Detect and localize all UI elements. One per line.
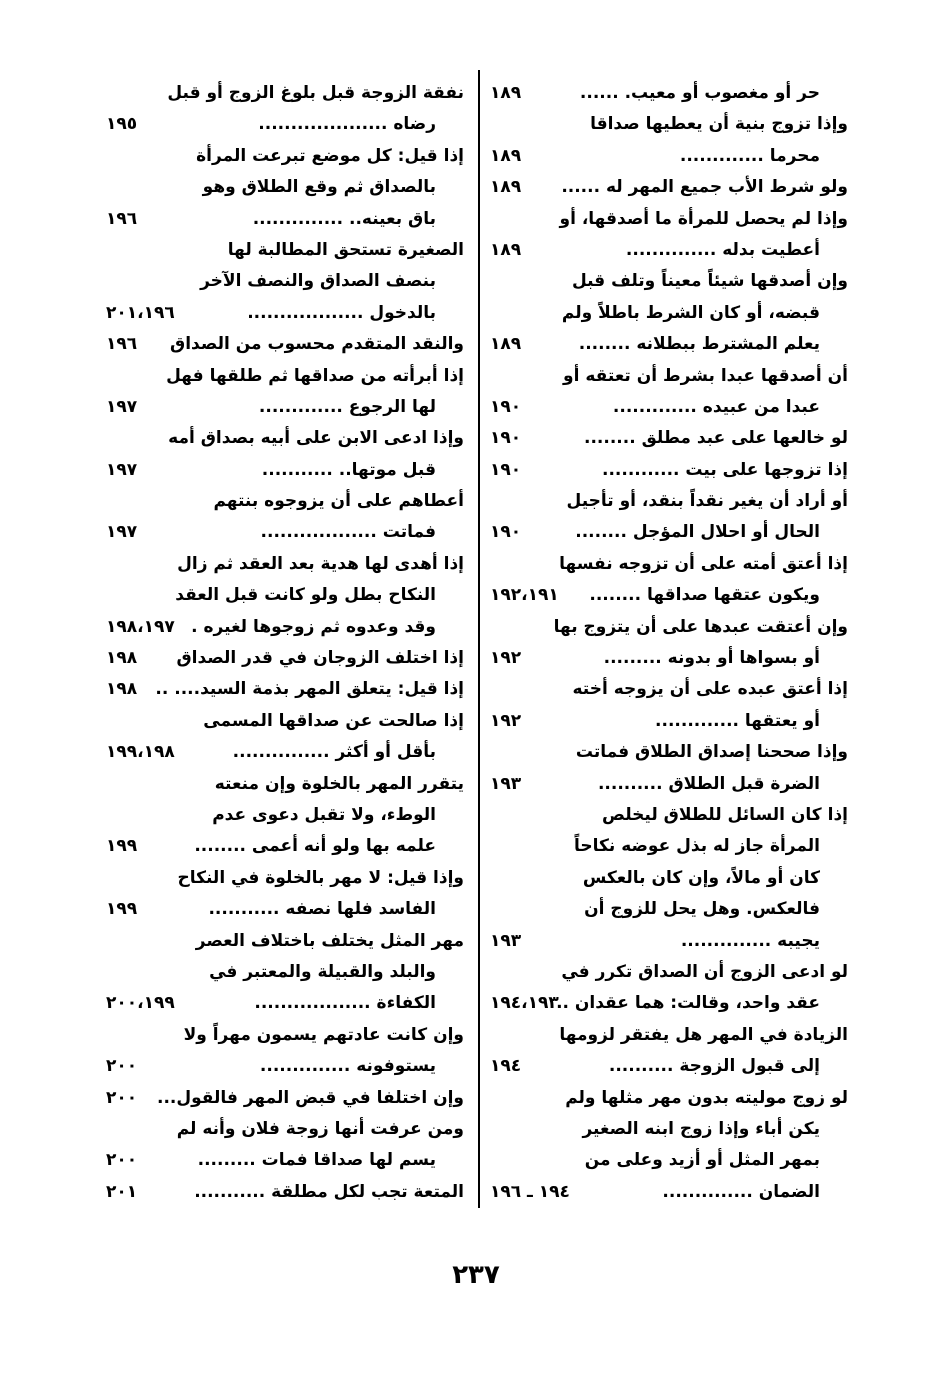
index-entry-line xyxy=(104,580,464,611)
index-entry-text: بالصداق ثم وقع الطلاق وهو xyxy=(202,177,436,198)
index-entry-text: أو يعتقها ............. xyxy=(655,710,820,731)
index-entry-line xyxy=(488,643,848,674)
index-entry-line xyxy=(104,141,464,172)
index-entry-page-ref: ١٩٦ xyxy=(106,208,138,229)
index-entry-page-ref: ٢٠٠،١٩٩ xyxy=(106,993,175,1014)
index-entry-page-ref: ١٩٠ xyxy=(490,428,522,449)
index-entry-line xyxy=(104,800,464,831)
index-entry-text: النكاح بطل ولو كانت قبل العقد xyxy=(175,585,436,606)
index-entry-page-ref: ١٩٩ xyxy=(106,836,138,857)
index-entry-text: وإذا ادعى الابن على أبيه بصداق أمه xyxy=(168,428,464,449)
index-entry-page-ref: ١٩٤،١٩٣ xyxy=(490,993,559,1014)
index-entry-line xyxy=(104,235,464,266)
index-entry-page-ref: ١٩٥ xyxy=(106,114,138,135)
index-entry-text: الزيادة في المهر هل يفتقر لزومها xyxy=(559,1024,848,1045)
index-entry-line xyxy=(488,392,848,423)
index-entry-text: محرما ............. xyxy=(679,145,820,166)
index-entry-line xyxy=(104,486,464,517)
index-entry-text: المتعة تجب لكل مطلقة ........... xyxy=(194,1181,464,1202)
index-entry-text: إذا أهدى لها هدية بعد العقد ثم زال xyxy=(177,553,464,574)
index-entry-text: إذا أعتق أمته على أن تزوجه نفسها xyxy=(559,553,848,574)
index-entry-page-ref: ١٨٩ xyxy=(490,239,522,260)
index-entry-line xyxy=(104,894,464,925)
index-entry-page-ref: ٢٠٠ xyxy=(106,1150,138,1171)
index-entry-text: وإذا تزوج بنية أن يعطيها صداقا xyxy=(590,114,848,135)
index-entry-line xyxy=(488,831,848,862)
index-entry-page-ref: ١٨٩ xyxy=(490,334,522,355)
index-entry-page-ref: ١٩٣ xyxy=(490,773,522,794)
index-entry-line xyxy=(488,486,848,517)
index-entry-line xyxy=(104,517,464,548)
index-entry-line xyxy=(488,1145,848,1176)
index-entry-text: باق بعينه.. .............. xyxy=(252,208,436,229)
index-entry-text: بمهر المثل أو أزيد وعلى من xyxy=(584,1150,820,1171)
index-entry-text: كان أو مالاً، وإن كان بالعكس xyxy=(582,867,820,888)
index-entry-text: عبدا من عبيده ............. xyxy=(612,396,820,417)
index-entry-line xyxy=(104,549,464,580)
index-entry-line xyxy=(488,266,848,297)
index-entry-page-ref: ١٨٩ xyxy=(490,83,522,103)
index-entry-page-ref: ٢٠٠ xyxy=(106,1056,138,1077)
index-entry-text: الضمان .............. xyxy=(662,1181,820,1202)
index-entry-line xyxy=(488,1177,848,1208)
index-entry-line xyxy=(104,1083,464,1114)
index-entry-line xyxy=(104,706,464,737)
index-entry-line xyxy=(488,109,848,140)
index-entry-text: إذا اختلف الزوجان في قدر الصداق xyxy=(176,648,464,669)
index-entry-line xyxy=(104,109,464,140)
index-entry-line xyxy=(488,863,848,894)
index-entry-page-ref: ٢٠١،١٩٦ xyxy=(106,302,175,323)
index-entry-text: بنصف الصداق والنصف الآخر xyxy=(200,271,436,292)
index-entry-text: إذا كان السائل للطلاق ليخلص xyxy=(602,804,848,825)
index-entry-page-ref: ١٨٩ xyxy=(490,177,522,198)
index-entry-line xyxy=(488,1020,848,1051)
index-entry-line xyxy=(488,423,848,454)
index-entry-line xyxy=(104,298,464,329)
index-entry-page-ref: ١٩٠ xyxy=(490,522,522,543)
index-entry-text: أو أراد أن يغير نقداً بنقد، أو تأجيل xyxy=(566,491,848,512)
index-entry-line xyxy=(104,1177,464,1208)
index-entry-line xyxy=(104,361,464,392)
index-entry-page-ref: ١٩٠ xyxy=(490,459,522,480)
index-entry-page-ref: ١٩٠ xyxy=(490,396,522,417)
index-entry-text: إذا صالحت عن صداقها المسمى xyxy=(203,710,464,731)
index-entry-text: لو زوج موليته بدون مهر مثلها ولم xyxy=(565,1087,848,1108)
index-entry-text: يتقرر المهر بالخلوة وإن منعته xyxy=(214,773,464,794)
index-entry-text: فماتت .................. xyxy=(260,522,436,543)
index-entry-line xyxy=(488,235,848,266)
index-entry-page-ref: ١٩٤ ـ ١٩٦ xyxy=(490,1181,570,1202)
index-entry-line xyxy=(488,78,848,109)
index-entry-line xyxy=(104,78,464,109)
index-entry-text: ولو شرط الأب جميع المهر له ...... xyxy=(561,177,848,198)
index-entry-text: إذا تزوجها على بيت ............ xyxy=(601,459,848,480)
index-entry-text: يكن أباء وإذا زوج ابنه الصغير xyxy=(582,1118,820,1139)
index-entry-text: الضرة قبل الطلاق .......... xyxy=(597,773,820,794)
index-entry-line xyxy=(104,863,464,894)
index-entry-line xyxy=(104,674,464,705)
index-entry-text: ويكون عتقها صداقها ........ xyxy=(589,585,820,606)
index-entry-text: إذا قيل: كل موضع تبرعت المرأة xyxy=(196,145,464,166)
index-entry-text: بالدخول .................. xyxy=(247,302,436,323)
index-entry-text: الفاسد فلها نصفه ........... xyxy=(208,899,436,920)
index-entry-line xyxy=(104,1051,464,1082)
index-entry-text: وإذا صححنا إصداق الطلاق فماتت xyxy=(575,742,848,763)
index-entry-line xyxy=(104,204,464,235)
index-entry-text: وإذا لم يحصل للمرأة ما أصدقها، أو xyxy=(559,208,848,229)
index-entry-text: الصغيرة تستحق المطالبة لها xyxy=(227,239,464,260)
index-entry-line xyxy=(488,612,848,643)
index-entry-page-ref: ١٩٩ xyxy=(106,899,138,920)
index-entry-text: وقد وعدوه ثم زوجوها لغيره . xyxy=(191,616,436,637)
index-entry-page-ref: ١٩٧ xyxy=(106,522,138,543)
index-entry-line xyxy=(104,769,464,800)
index-entry-text: وإذا قيل: لا مهر بالخلوة في النكاح xyxy=(177,867,464,888)
index-entry-line xyxy=(104,1020,464,1051)
index-entry-page-ref: ١٩٧ xyxy=(106,459,138,480)
index-entry-line xyxy=(104,329,464,360)
index-entry-text: وإن أعتقت عبدها على أن يتزوج بها xyxy=(553,616,848,637)
index-entry-text: ومن عرفت أنها زوجة فلان وأنه لم xyxy=(176,1118,464,1139)
index-entry-text: إذا قيل: يتعلق المهر بذمة السيد.... .. xyxy=(155,679,464,700)
index-entry-line xyxy=(488,455,848,486)
index-entry-page-ref: ١٩٢ xyxy=(490,648,522,669)
index-entry-page-ref: ١٩٧ xyxy=(106,396,138,417)
index-entry-line xyxy=(488,517,848,548)
index-entry-text: وإن اختلفا في قبض المهر فالقول... xyxy=(157,1087,464,1108)
index-entry-text: إذا أبرأته من صداقها ثم طلقها فهل xyxy=(166,365,464,386)
index-entry-text: أعطاهم على أن يزوجوه بنتهم xyxy=(213,491,464,512)
index-entry-line xyxy=(488,737,848,768)
index-entry-page-ref: ٢٠٠ xyxy=(106,1087,138,1108)
index-entry-page-ref: ١٩٣ xyxy=(490,930,522,951)
index-entry-text: إذا أعتق عبده على أن يزوجه أخته xyxy=(572,679,848,700)
index-entry-line xyxy=(104,172,464,203)
index-entry-line xyxy=(104,612,464,643)
index-entry-text: أن أصدقها عبدا بشرط أن تعتقه أو xyxy=(563,365,848,386)
index-entry-text: أعطيت بدله .............. xyxy=(625,239,820,260)
index-entry-page-ref: ١٨٩ xyxy=(490,145,522,166)
index-entry-line xyxy=(488,894,848,925)
index-entry-line xyxy=(488,141,848,172)
index-entry-text: لها الرجوع ............. xyxy=(258,396,436,417)
index-entry-line xyxy=(104,1114,464,1145)
index-entry-line xyxy=(488,204,848,235)
index-entry-text: يستوفونه .............. xyxy=(259,1056,436,1077)
index-entry-text: إلى قبول الزوجة .......... xyxy=(608,1056,820,1077)
index-entry-page-ref: ١٩٢ xyxy=(490,710,522,731)
index-entry-line xyxy=(104,455,464,486)
index-entry-line xyxy=(104,926,464,957)
index-entry-line xyxy=(104,988,464,1019)
index-entry-page-ref: ١٩٨ xyxy=(106,679,138,700)
index-entry-line xyxy=(104,392,464,423)
index-entry-line xyxy=(488,769,848,800)
index-entry-text: الحال أو احلال المؤجل ........ xyxy=(575,522,820,543)
index-entry-line xyxy=(488,926,848,957)
index-entry-line xyxy=(488,957,848,988)
index-entry-line xyxy=(488,674,848,705)
index-entry-line xyxy=(488,800,848,831)
index-entry-text: الوطء، ولا تقبل دعوى عدم xyxy=(212,804,436,825)
index-entry-text: وإن كانت عادتهم يسمون مهراً ولا xyxy=(183,1024,464,1045)
index-entry-text: فالعكس. وهل يحل للزوج أن xyxy=(584,899,820,920)
index-entry-line xyxy=(104,643,464,674)
index-entry-text: حر أو مغصوب أو معيب. ...... xyxy=(579,83,820,103)
index-entry-line xyxy=(488,580,848,611)
index-entry-line xyxy=(488,329,848,360)
index-entry-page-ref: ١٩٩،١٩٨ xyxy=(106,742,175,763)
index-entry-page-ref: ١٩٢،١٩١ xyxy=(490,585,559,606)
index-column-left xyxy=(104,78,464,1208)
index-entry-line xyxy=(488,988,848,1019)
index-entry-line xyxy=(104,423,464,454)
index-entry-text: والبلد والقبيلة والمعتبر في xyxy=(209,961,436,982)
index-entry-text: يجيبه .............. xyxy=(680,930,820,951)
index-entry-text: عقد واحد، وقالت: هما عقدان .. xyxy=(556,993,820,1014)
index-entry-text: لو خالعها على عبد مطلق ........ xyxy=(584,428,848,449)
index-entry-line xyxy=(488,361,848,392)
index-entry-text: والنقد المتقدم محسوب من الصداق xyxy=(170,334,464,355)
index-entry-text: المرأة جاز له بذل عوضه نكاحاً xyxy=(573,836,820,857)
index-entry-text: قبل موتها.. ........... xyxy=(261,459,436,480)
index-entry-text: وإن أصدقها شيئاً معيناً وتلف قبل xyxy=(571,271,848,292)
index-entry-text: بأقل أو أكثر ............... xyxy=(232,742,436,763)
index-entry-line xyxy=(104,957,464,988)
index-entry-line xyxy=(488,1114,848,1145)
index-entry-line xyxy=(104,266,464,297)
index-entry-line xyxy=(488,298,848,329)
index-entry-text: يعلم المشترط ببطلانه ........ xyxy=(578,334,820,355)
index-entry-line xyxy=(488,706,848,737)
index-entry-text: أو بسواها أو بدونه ......... xyxy=(603,648,820,669)
index-entry-line xyxy=(104,831,464,862)
index-entry-page-ref: ١٩٤ xyxy=(490,1056,522,1077)
index-entry-text: رضاه .................... xyxy=(258,114,436,135)
index-entry-page-ref: ١٩٨ xyxy=(106,648,138,669)
index-entry-text: الكفاءة .................. xyxy=(254,993,436,1014)
index-entry-line xyxy=(488,1083,848,1114)
index-entry-text: لو ادعى الزوج أن الصداق تكرر في xyxy=(561,961,848,982)
index-entry-line xyxy=(104,1145,464,1176)
index-entry-page-ref: ١٩٨،١٩٧ xyxy=(106,616,175,637)
index-entry-text: قبضه، أو كان الشرط باطلاً ولم xyxy=(561,302,820,323)
page-number: ٢٣٧ xyxy=(452,1260,500,1290)
index-entry-line xyxy=(104,737,464,768)
index-entry-text: نفقة الزوجة قبل بلوغ الزوج أو قبل xyxy=(167,83,464,103)
index-entry-page-ref: ١٩٦ xyxy=(106,334,138,355)
index-entry-text: علمه بها ولو أنه أعمى ........ xyxy=(194,836,436,857)
index-entry-text: مهر المثل يختلف باختلاف العصر xyxy=(195,930,464,951)
index-entry-line xyxy=(488,1051,848,1082)
index-entry-line xyxy=(488,549,848,580)
index-entry-page-ref: ٢٠١ xyxy=(106,1181,138,1202)
index-column-right xyxy=(488,78,848,1208)
index-entry-text: يسم لها صداقا فمات ......... xyxy=(197,1150,436,1171)
column-divider xyxy=(478,70,480,1208)
index-entry-line xyxy=(488,172,848,203)
